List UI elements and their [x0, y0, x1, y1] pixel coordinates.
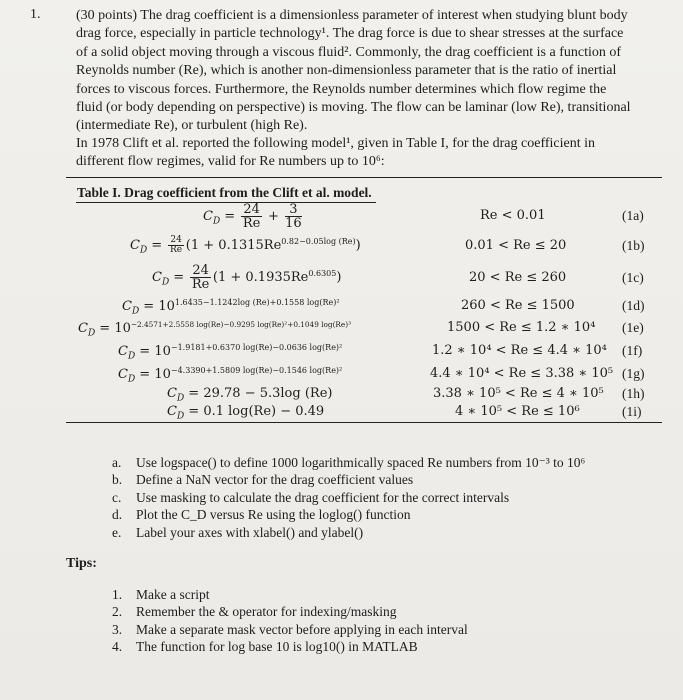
- list-item: 4. The function for log base 10 is log10() in MATLAB: [112, 639, 418, 655]
- list-item: 1. Make a script: [112, 587, 210, 602]
- tips-list: [112, 586, 652, 656]
- table-bottom-rule: [66, 422, 662, 423]
- label-1c: (1c): [622, 270, 644, 285]
- equation-1d: $C_D = 10^{1.6435-1.1242log (Re)+0.1558 log(Re)^2}$: [122, 298, 340, 317]
- tips-heading: Tips:: [66, 556, 97, 571]
- label-1e: (1e): [622, 320, 644, 335]
- condition-1a: Re < 0.01: [480, 208, 546, 223]
- equation-1c: $C_D$ = $\frac{24}{Re}$ $(1 + 0.1935Re^{0.6305})$: [152, 263, 342, 292]
- condition-1c: 20 < Re ≤ 260: [469, 270, 567, 285]
- label-1b: (1b): [622, 238, 645, 253]
- label-1i: (1i): [622, 404, 642, 419]
- list-item: 2. Remember the & operator for indexing/masking: [112, 604, 397, 620]
- condition-1h: 3.38 ∗ 10⁵ < Re ≤ 4 ∗ 10⁵: [433, 386, 604, 401]
- equation-1h: $C_D = 29.78 - 5.3\log$ (Re): [167, 386, 333, 404]
- label-1h: (1h): [622, 386, 645, 401]
- label-1d: (1d): [622, 298, 645, 313]
- list-item: b. Define a NaN vector for the drag coefficient values: [112, 472, 414, 488]
- equation-1g: $C_D = 10^{-4.3390+1.5809 log(Re)-0.1546 log(Re)^2}$: [118, 366, 343, 385]
- equation-1e: $C_D = 10^{-2.4571+2.5558 log(Re)-0.9295 log(Re)^2+0.1049 log(Re)^3}$: [78, 320, 351, 339]
- equation-1a: $C_D$ = $\frac{24}{Re}$ + $\frac{3}{16}$: [203, 202, 302, 231]
- label-1g: (1g): [622, 366, 645, 381]
- table-caption: Table I. Drag coefficient from the Clift et al. model.: [77, 185, 372, 200]
- list-item: 3. Make a separate mask vector before applying in each interval: [112, 621, 468, 637]
- equation-1b: $C_D$ = $\frac{24}{Re}$ $(1 + 0.1315Re^{0.82-0.05log (Re)})$: [130, 235, 361, 256]
- model-paragraph: In 1978 Clift et al. reported the following model¹, given in Table I, for the drag coefficient in different flow regimes, valid for Re numbers up to 10⁶:: [76, 136, 595, 170]
- label-1f: (1f): [622, 343, 643, 358]
- condition-1b: 0.01 < Re ≤ 20: [465, 238, 567, 253]
- list-item: c. Use masking to calculate the drag coefficient for the correct intervals: [112, 489, 510, 505]
- list-item: a. Use logspace() to define 1000 logarithmically spaced Re numbers from 10⁻³ to 10⁶: [112, 455, 586, 470]
- question-number: 1.: [30, 7, 41, 22]
- intro-paragraph: (30 points) The drag coefficient is a dimensionless parameter of interest when studying blunt body drag force, especially in particle technology¹. The drag force is due to shear stresses at the surface of a solid object moving through a viscous fluid². Commonly, the drag coefficient is a function of Reynolds number (Re), which is another non-dimensionless parameter that is the ratio of inertial forces to viscous forces. Furthermore, the Reynolds number determines which flow regime the fluid (or body depending on perspective) is moving. The flow can be laminar (low Re), transitional (intermediate Re), or turbulent (high Re).: [76, 8, 631, 134]
- condition-1e: 1500 < Re ≤ 1.2 ∗ 10⁴: [447, 320, 596, 335]
- condition-1i: 4 ∗ 10⁵ < Re ≤ 10⁶: [455, 404, 580, 419]
- list-item: e. Label your axes with xlabel() and ylabel(): [112, 524, 364, 540]
- condition-1d: 260 < Re ≤ 1500: [461, 298, 575, 313]
- label-1a: (1a): [622, 208, 644, 223]
- condition-1g: 4.4 ∗ 10⁴ < Re ≤ 3.38 ∗ 10⁵: [430, 366, 614, 381]
- task-list: [112, 454, 672, 541]
- list-item: d. Plot the C_D versus Re using the loglog() function: [112, 507, 411, 523]
- condition-1f: 1.2 ∗ 10⁴ < Re ≤ 4.4 ∗ 10⁴: [432, 343, 607, 358]
- equation-1i: $C_D = 0.1$ log(Re) − 0.49: [167, 404, 325, 422]
- equation-1f: $C_D = 10^{-1.9181+0.6370 log(Re)-0.0636 log(Re)^2}$: [118, 343, 343, 362]
- table-top-rule: [66, 177, 662, 178]
